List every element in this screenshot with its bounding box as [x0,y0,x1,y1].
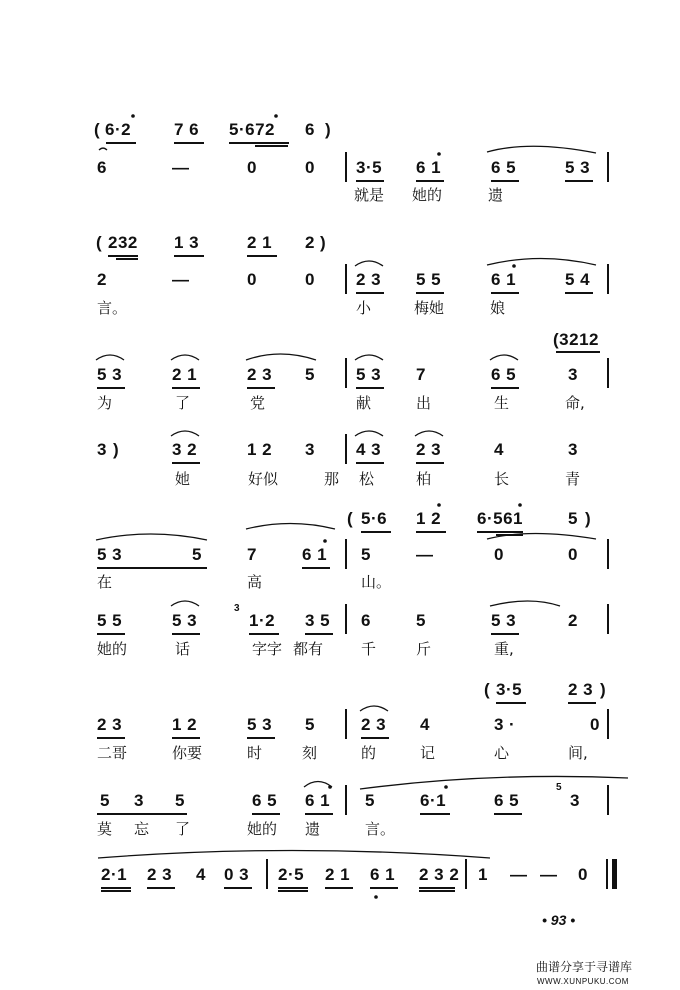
note: 1 2 [172,715,198,734]
note: 5 [361,545,371,564]
lyric: 都有 [293,640,324,658]
lyric: 她的 [412,186,443,204]
note: 4 [420,715,430,734]
lyric: 梅她 [414,299,445,317]
lyric: 的 [361,744,377,762]
intro-note: (3212 [553,330,599,349]
lyric: 话 [175,640,191,658]
lyric: 遗 [305,820,321,838]
rest: 0 [247,158,257,177]
note: 3 [134,791,144,810]
paren-close: ) [325,120,332,139]
lyric: 刻 [302,744,318,762]
rest: 0 [578,865,588,884]
note: 5 [568,509,578,528]
lyric: 二哥 [97,744,128,762]
dash: — [416,545,434,564]
note: 6 [361,611,371,630]
note: 5 5 [97,611,123,630]
paren-open: ( [96,233,103,252]
note: 5 [175,791,185,810]
lyric: 好似 [248,470,279,488]
lyric: 重, [494,640,514,658]
lyric: 小 [356,299,372,317]
lyric: 她的 [97,640,128,658]
note: 6 [305,120,315,139]
note: 1·2 [249,611,276,630]
note: 2 [568,611,578,630]
dot: · [509,715,516,734]
note: 7 [416,365,426,384]
rest: 0 [247,270,257,289]
note: 7 6 [174,120,200,139]
paren-open: ( [484,680,491,699]
note: 2 3 [356,270,382,289]
note: 5 3 [97,545,123,564]
note: 5 3 [565,158,591,177]
lyric: 心 [494,744,510,762]
lyric: 了 [175,820,191,838]
note: 5 3 [97,365,123,384]
note: 4 3 [356,440,382,459]
note: 3 [494,715,504,734]
lyric: 言。 [97,299,128,317]
note: 2 3 [247,365,273,384]
note: 5 [305,365,315,384]
note: 5 3 [247,715,273,734]
lyric: 忘 [134,820,150,838]
note: 6 1 [305,791,331,810]
note: 5·672 [229,120,275,139]
watermark-text: 曲谱分享于寻谱库 [536,960,633,974]
dash: — [172,270,190,289]
note: 2·1 [101,865,128,884]
note: 3·5 [496,680,523,699]
note: 5 3 [491,611,517,630]
note: 6 5 [491,158,517,177]
note: 2 1 [172,365,198,384]
note: 4 [494,440,504,459]
lyric: 斤 [416,640,432,658]
paren-open: ( [94,120,101,139]
note: 7 [247,545,257,564]
lyric: 高 [247,573,263,591]
lyric: 那 [324,470,340,488]
note: 2 3 [416,440,442,459]
lyric: 她 [175,470,191,488]
lyric: 间, [568,744,588,762]
note: 1 3 [174,233,200,252]
rest: 0 [568,545,578,564]
dash: — [540,865,558,884]
note: 6 5 [491,365,517,384]
note: 2 3 2 [419,865,460,884]
note: 3 2 [172,440,198,459]
note: 2 3 [147,865,173,884]
note: 5 4 [565,270,591,289]
note: 2 [305,233,315,252]
lyric: 生 [494,394,510,412]
note: 2 [97,270,107,289]
note: 5 [416,611,426,630]
note: 3 [570,791,580,810]
note: 2 3 [97,715,123,734]
lyric: 出 [416,394,432,412]
lyric: 了 [175,394,191,412]
lyric: 长 [494,470,510,488]
lyric: 为 [97,394,113,412]
note: 2 1 [325,865,351,884]
lyric: 在 [97,573,113,591]
lyric: 就是 [354,186,385,204]
note: 2 3 [568,680,594,699]
lyric: 命, [565,394,585,412]
note: 6 1 [416,158,442,177]
watermark-url: WWW.XUNPUKU.COM [537,977,629,986]
dash: — [172,158,190,177]
grace-note: 5 [556,782,562,793]
note: 6 [97,158,107,177]
lyric: 莫 [97,820,113,838]
note: 6 1 [491,270,517,289]
note: 5·6 [361,509,388,528]
lyric: 献 [356,394,372,412]
note: 1 2 [247,440,273,459]
lyric: 娘 [490,299,506,317]
note: 1 2 [416,509,442,528]
rest: 0 [305,158,315,177]
note: 1 [478,865,488,884]
rest: 0 [590,715,600,734]
lyric: 言。 [365,820,396,838]
paren-close: ) [585,509,592,528]
note: 2·5 [278,865,305,884]
note: 5 [305,715,315,734]
note: 4 [196,865,206,884]
rest: 0 [305,270,315,289]
note: 5 [100,791,110,810]
note: 3 [568,365,578,384]
note: 3 [305,440,315,459]
lyric: 党 [250,394,266,412]
note: 3 [97,440,107,459]
note: 5 [192,545,202,564]
paren-open: ( [347,509,354,528]
page-number: • 93 • [542,912,576,928]
paren-close: ) [600,680,607,699]
note: 3 [568,440,578,459]
lyric: 字字 [252,640,283,658]
note: 6 1 [370,865,396,884]
note: 3·5 [356,158,383,177]
note: 5 [365,791,375,810]
grace-note: 3 [234,603,240,614]
lyric: 遗 [488,186,504,204]
paren-close: ) [320,233,327,252]
lyric: 松 [359,470,375,488]
note: 6 1 [302,545,328,564]
note: 6·2 [105,120,132,139]
lyric: 千 [361,640,377,658]
note: 6·1 [420,791,447,810]
lyric: 青 [565,470,581,488]
note: 6 5 [494,791,520,810]
note: 5 3 [356,365,382,384]
note: 5 3 [172,611,198,630]
note: 0 3 [224,865,250,884]
lyric: 时 [247,744,263,762]
note: 2 1 [247,233,273,252]
note: 6·561 [477,509,523,528]
dash: — [510,865,528,884]
note: 6 5 [252,791,278,810]
lyric: 山。 [361,573,392,591]
note: 3 5 [305,611,331,630]
lyric: 柏 [416,470,432,488]
note: 2 3 [361,715,387,734]
note: 5 5 [416,270,442,289]
lyric: 记 [420,744,436,762]
rest: 0 [494,545,504,564]
paren-close: ) [113,440,120,459]
lyric: 你要 [172,744,203,762]
note: 232 [108,233,138,252]
lyric: 她的 [247,820,278,838]
